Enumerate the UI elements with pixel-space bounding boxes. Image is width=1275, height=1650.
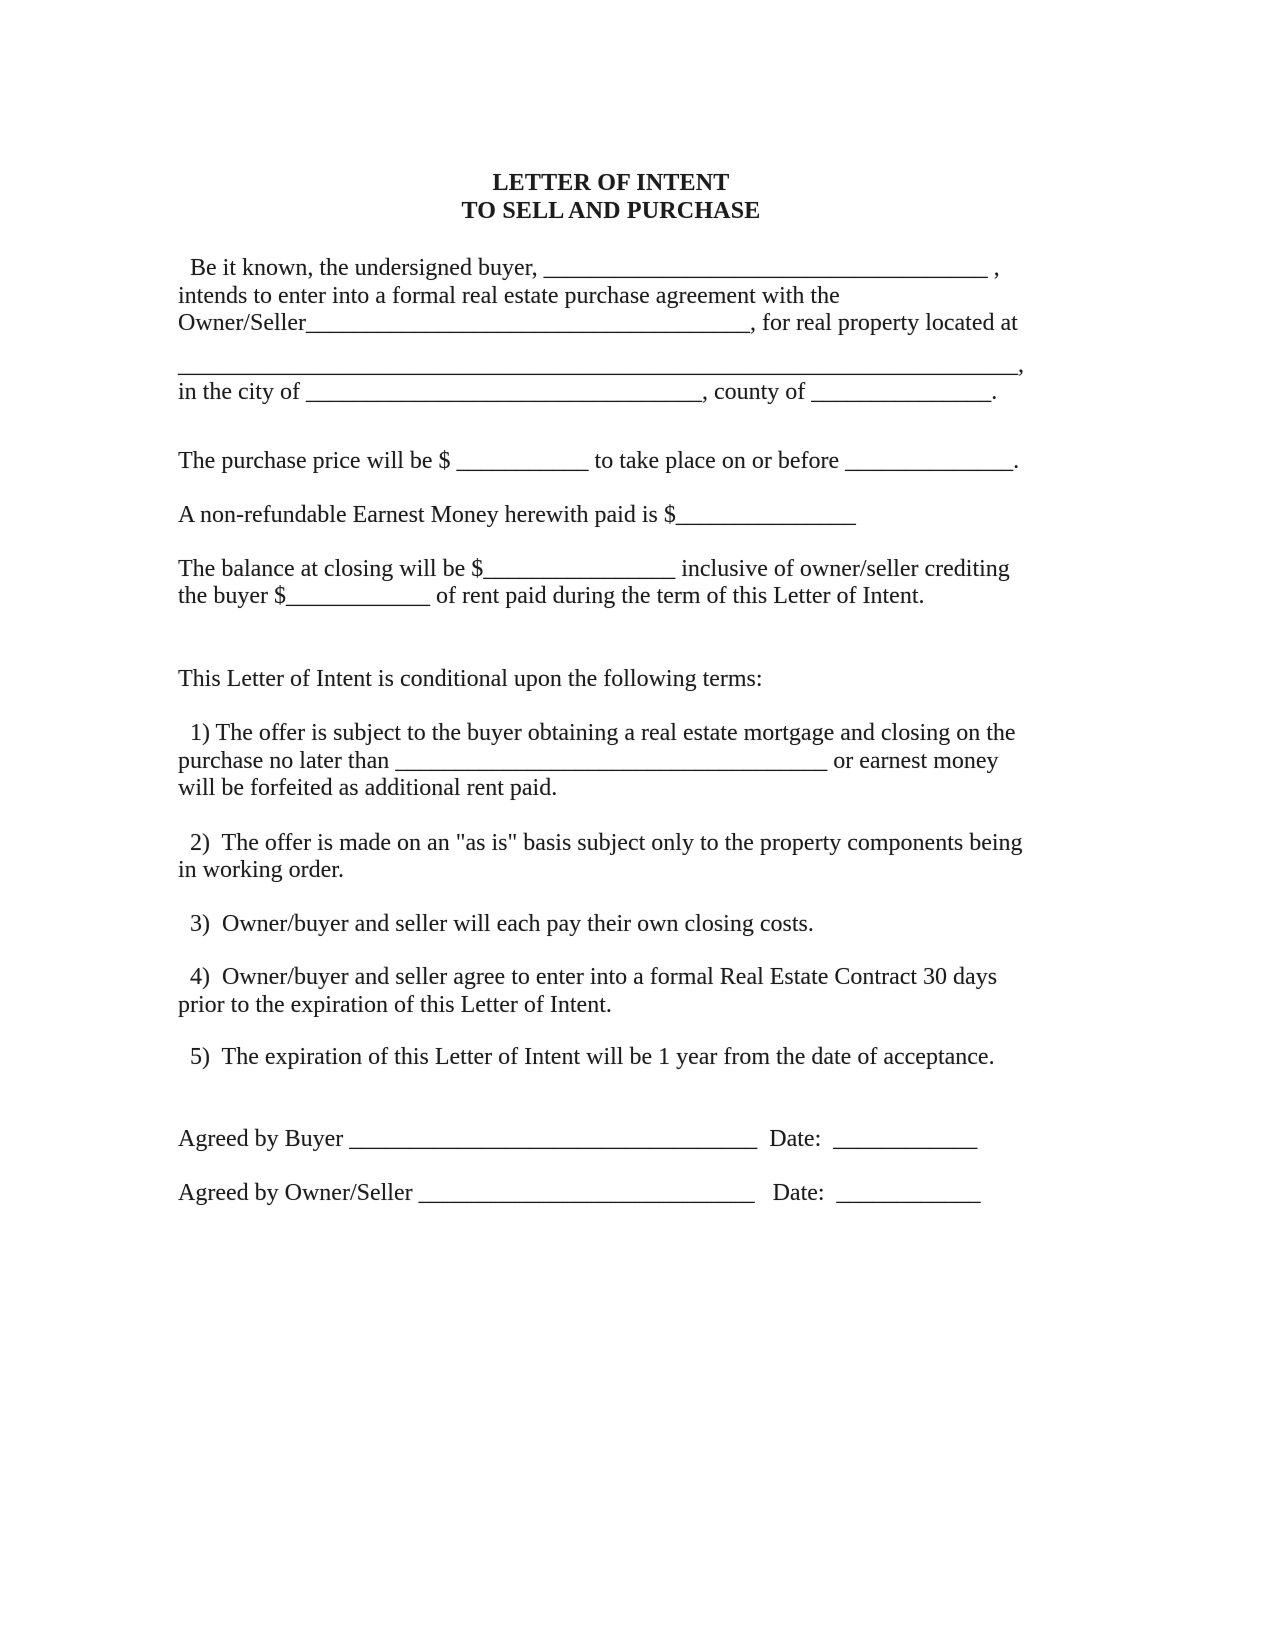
term-2-line-2: in working order. [178, 857, 344, 883]
signature-owner-seller-row [178, 1180, 1044, 1208]
property-location-paragraph [178, 352, 1044, 407]
term-1 [178, 720, 1044, 803]
intro-line-buyer-blank: Be it known, the undersigned buyer, _____________________________________ , [178, 255, 1000, 281]
intro-line-agreement: intends to enter into a formal real estate purchase agreement with the [178, 282, 840, 309]
title-line-2: TO SELL AND PURCHASE [461, 197, 761, 224]
earnest-money-paragraph [178, 502, 1044, 530]
balance-paragraph [178, 556, 1044, 611]
intro-line-owner-seller-blank: Owner/Seller_____________________________________, for real property located at [178, 310, 1018, 336]
term-4 [178, 964, 1044, 1019]
agreed-by-owner-seller-line: Agreed by Owner/Seller ____________________________ Date: ____________ [178, 1180, 981, 1206]
purchase-price-paragraph [178, 448, 1044, 476]
balance-line-1: The balance at closing will be $________________ inclusive of owner/seller crediting [178, 555, 1010, 582]
term-4-line-2: prior to the expiration of this Letter of Intent. [178, 991, 612, 1018]
conditional-heading-line: This Letter of Intent is conditional upon the following terms: [178, 665, 763, 692]
city-county-blank-line: in the city of _________________________________, county of _______________. [178, 379, 998, 405]
term-3-line-1: 3) Owner/buyer and seller will each pay their own closing costs. [178, 910, 814, 937]
purchase-price-line: The purchase price will be $ ___________ to take place on or before ______________. [178, 447, 1020, 474]
title-line-1: LETTER OF INTENT [492, 170, 730, 196]
term-2-line-1: 2) The offer is made on an "as is" basis subject only to the property components being [178, 829, 1023, 856]
document-title [178, 170, 1044, 225]
balance-line-2: the buyer $____________ of rent paid during the term of this Letter of Intent. [178, 583, 925, 609]
conditional-terms-heading [178, 666, 1044, 694]
term-5-line-1: 5) The expiration of this Letter of Intent will be 1 year from the date of acceptance. [178, 1044, 995, 1070]
signature-buyer-row [178, 1126, 1044, 1154]
intro-paragraph [178, 255, 1044, 338]
term-1-line-1: 1) The offer is subject to the buyer obtaining a real estate mortgage and closing on the [178, 720, 1016, 746]
term-1-line-2: purchase no later than ____________________________________ or earnest money [178, 747, 999, 774]
property-address-blank-line: ______________________________________________________________________, [178, 351, 1024, 378]
earnest-money-line: A non-refundable Earnest Money herewith paid is $_______________ [178, 502, 856, 528]
term-4-line-1: 4) Owner/buyer and seller agree to enter into a formal Real Estate Contract 30 days [178, 964, 998, 990]
term-2 [178, 830, 1044, 885]
term-3 [178, 911, 1044, 939]
letter-content [178, 170, 1044, 1208]
term-5 [178, 1044, 1044, 1072]
term-1-line-3: will be forfeited as additional rent paid. [178, 775, 558, 801]
agreed-by-buyer-line: Agreed by Buyer __________________________________ Date: ____________ [178, 1125, 978, 1152]
